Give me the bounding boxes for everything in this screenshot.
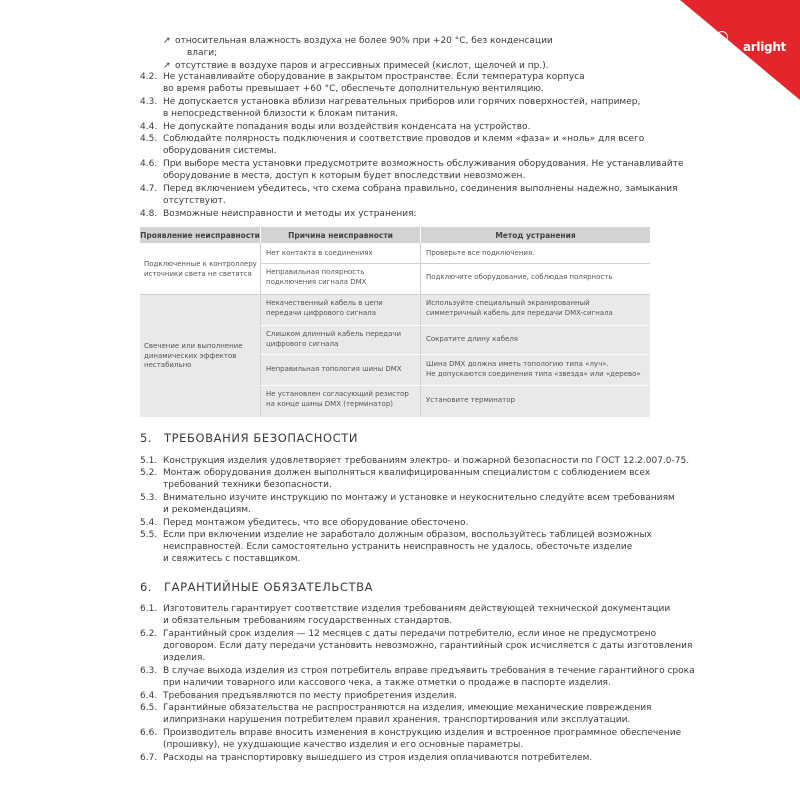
table-row: Некачественный кабель в цепи передачи цифрового сигнала	[266, 299, 383, 317]
arrow-icon: ↗	[163, 61, 171, 71]
troubleshooting-table	[140, 227, 650, 417]
table-header: Причина неисправности	[261, 227, 420, 243]
table-header: Метод устранения	[421, 227, 650, 243]
table-cell: Используйте специальный экранированный симметричный кабель для передачи DMX-сигнала	[426, 299, 613, 317]
table-cell: Шина DMX должна иметь топологию типа «луч». Не допускаются соединения типа «звезда» или «дерево»	[426, 360, 641, 378]
brand-corner	[680, 0, 800, 100]
table-cell: Проверьте все подключения.	[426, 249, 535, 257]
table-row: Неправильная топология шины DMX	[266, 365, 402, 373]
table-row: Нет контакта в соединениях	[266, 249, 373, 257]
table-row: Не установлен согласующий резистор на конце шины DMX (терминатор)	[266, 390, 409, 408]
table-row: Слишком длинный кабель передачи цифрового сигнала	[266, 330, 402, 348]
table-header: Проявление неисправности	[140, 227, 260, 243]
table-cell: Сократите длину кабеля	[426, 335, 519, 343]
brand-name: arlight	[742, 40, 786, 54]
table-cell: Свечение или выполнение динамических эффектов нестабильно	[144, 342, 243, 369]
brand-logo-icon	[716, 31, 728, 43]
table-cell: Подключите оборудование, соблюдая полярность	[426, 273, 613, 281]
table-cell: Установите терминатор	[426, 396, 515, 404]
arrow-icon: ↗	[163, 36, 171, 46]
table-row: Неправильная полярность подключения сигнала DMX	[266, 268, 367, 286]
table-cell: Подключенные к контроллеру источники света не светятся	[144, 260, 257, 278]
